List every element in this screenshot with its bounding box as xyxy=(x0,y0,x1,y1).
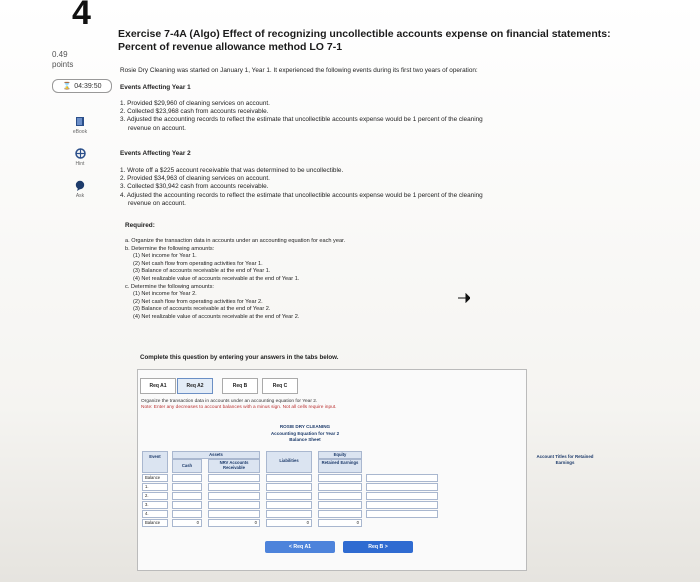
row-label: 2. xyxy=(142,492,168,500)
row-label: Balance xyxy=(142,519,168,527)
ebook-label: eBook xyxy=(72,129,88,135)
points-box xyxy=(52,50,73,70)
retained-header: Retained Earnings xyxy=(318,459,362,473)
list-item: revenue on account. xyxy=(128,199,186,207)
tab-req-b[interactable]: Req B xyxy=(222,378,258,394)
liabilities-input[interactable] xyxy=(266,483,312,491)
nrv-input[interactable] xyxy=(208,510,260,518)
complete-instructions: Complete this question by entering your answers in the tabs below. xyxy=(140,354,339,361)
cash-input[interactable] xyxy=(172,474,202,482)
row-label: Balance xyxy=(142,474,168,482)
cash-input[interactable] xyxy=(172,483,202,491)
year1-heading: Events Affecting Year 1 xyxy=(120,84,191,91)
year2-heading: Events Affecting Year 2 xyxy=(120,150,191,157)
cash-input[interactable] xyxy=(172,492,202,500)
list-item: a. Organize the transaction data in accounts under an accounting equation for each year. xyxy=(125,238,346,244)
year2-list xyxy=(120,167,590,208)
liabilities-total: 0 xyxy=(266,519,312,527)
points-label: points xyxy=(52,60,74,69)
mouse-cursor-icon xyxy=(458,293,470,303)
tab-req-a2[interactable]: Req A2 xyxy=(177,378,213,394)
retained-input[interactable] xyxy=(318,474,362,482)
nrv-total: 0 xyxy=(208,519,260,527)
event-header: Event xyxy=(142,451,168,473)
list-item: 2. Collected $23,968 cash from accounts receivable. xyxy=(120,108,269,116)
hint-label: Hint xyxy=(75,161,85,167)
instruction-line-2: Note: Enter any decreases to account balances with a minus sign. Not all cells require input. xyxy=(141,405,337,410)
tab-req-c[interactable]: Req C xyxy=(262,378,298,394)
ask-button[interactable] xyxy=(60,180,100,199)
list-item: c. Determine the following amounts: xyxy=(125,283,214,290)
liabilities-input[interactable] xyxy=(266,501,312,509)
chat-bubble-icon xyxy=(75,180,85,191)
retained-input[interactable] xyxy=(318,510,362,518)
retained-input[interactable] xyxy=(318,483,362,491)
list-item: (1) Net income for Year 1. xyxy=(133,253,197,260)
balance-sheet-label: Balance Sheet xyxy=(289,437,321,442)
hourglass-icon: ⌛ xyxy=(62,83,72,90)
liabilities-input[interactable] xyxy=(266,474,312,482)
list-item: 3. Adjusted the accounting records to reflect the estimate that uncollectible accounts expense would be 1 percent of the cleaning xyxy=(120,116,483,124)
list-item: (3) Balance of accounts receivable at the end of Year 1. xyxy=(133,268,271,275)
account-title-select[interactable] xyxy=(366,483,438,491)
table-subtitle: Accounting Equation for Year 2 xyxy=(270,430,340,436)
company-name: ROSIE DRY CLEANING xyxy=(279,424,331,429)
list-item: (2) Net cash flow from operating activities for Year 2. xyxy=(133,298,263,305)
timer-value: 04:39:50 xyxy=(74,82,102,90)
list-item: 4. Adjusted the accounting records to reflect the estimate that uncollectible accounts expense would be 1 percent of the cleaning xyxy=(120,191,483,199)
retained-total: 0 xyxy=(318,519,362,527)
liabilities-header: Liabilities xyxy=(266,451,312,473)
equity-header: Equity xyxy=(318,451,362,459)
title-line-1: Exercise 7-4A (Algo) Effect of recognizing uncollectible accounts expense on financial statements: xyxy=(118,28,611,40)
account-title-select[interactable] xyxy=(366,474,438,482)
hint-icon xyxy=(75,148,86,159)
intro-text: Rosie Dry Cleaning was started on January 1, Year 1. It experienced the following events during its first two years of operation: xyxy=(120,67,478,74)
account-title-select[interactable] xyxy=(366,510,438,518)
liabilities-input[interactable] xyxy=(266,510,312,518)
prev-req-button[interactable]: < Req A1 xyxy=(265,541,335,553)
points-value: 0.49 xyxy=(52,50,68,59)
retained-input[interactable] xyxy=(318,492,362,500)
cash-total: 0 xyxy=(172,519,202,527)
next-req-button[interactable]: Req B > xyxy=(343,541,413,553)
required-heading: Required: xyxy=(125,222,155,229)
cash-input[interactable] xyxy=(172,501,202,509)
table-title xyxy=(240,424,370,444)
list-item: (2) Net cash flow from operating activities for Year 1. xyxy=(133,260,263,267)
list-item: (3) Balance of accounts receivable at the end of Year 2. xyxy=(133,306,271,313)
list-item: 2. Provided $34,963 of cleaning services on account. xyxy=(120,175,270,183)
retained-input[interactable] xyxy=(318,501,362,509)
liabilities-input[interactable] xyxy=(266,492,312,500)
question-number: 4 xyxy=(72,0,91,32)
row-label: 1. xyxy=(142,483,168,491)
ebook-button[interactable] xyxy=(60,116,100,135)
list-item: (4) Net realizable value of accounts receivable at the end of Year 1. xyxy=(133,275,300,282)
nrv-input[interactable] xyxy=(208,474,260,482)
page-title xyxy=(118,28,638,54)
nrv-header: NRV Accounts Receivable xyxy=(208,459,260,473)
cash-header: Cash xyxy=(172,459,202,473)
ask-label: Ask xyxy=(75,193,85,199)
row-label: 3. xyxy=(142,501,168,509)
list-item: b. Determine the following amounts: xyxy=(125,245,215,252)
tab-instructions xyxy=(141,399,336,411)
list-item: (4) Net realizable value of accounts receivable at the end of Year 2. xyxy=(133,313,300,320)
list-item: 1. Provided $29,960 of cleaning services on account. xyxy=(120,100,270,107)
list-item: revenue on account. xyxy=(128,124,186,132)
list-item: 1. Wrote off a $225 account receivable that was determined to be uncollectible. xyxy=(120,167,344,174)
title-line-2: Percent of revenue allowance method LO 7-1 xyxy=(118,41,343,53)
cash-input[interactable] xyxy=(172,510,202,518)
instruction-line-1: Organize the transaction data in accounts under an accounting equation for Year 2. xyxy=(141,399,318,404)
assets-header: Assets xyxy=(172,451,260,459)
timer xyxy=(52,79,112,93)
list-item: (1) Net income for Year 2. xyxy=(133,291,197,298)
hint-button[interactable] xyxy=(60,148,100,167)
account-title-select[interactable] xyxy=(366,501,438,509)
required-list xyxy=(125,238,485,322)
list-item: 3. Collected $30,942 cash from accounts receivable. xyxy=(120,183,269,191)
nrv-input[interactable] xyxy=(208,483,260,491)
tab-req-a1[interactable]: Req A1 xyxy=(140,378,176,394)
year1-list xyxy=(120,100,580,133)
book-icon xyxy=(75,116,85,127)
nrv-input[interactable] xyxy=(208,492,260,500)
nrv-input[interactable] xyxy=(208,501,260,509)
row-label: 4. xyxy=(142,510,168,518)
account-titles-header: Account Titles for Retained Earnings xyxy=(536,454,594,465)
account-title-select[interactable] xyxy=(366,492,438,500)
